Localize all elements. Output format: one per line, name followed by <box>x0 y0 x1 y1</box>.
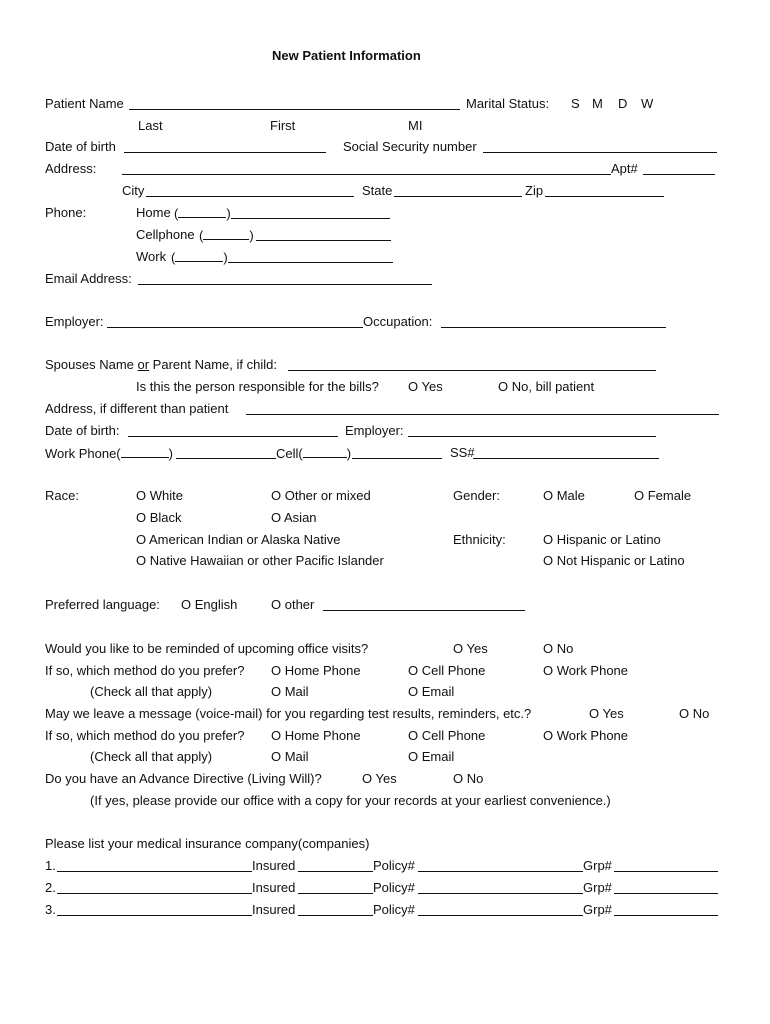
insured-field[interactable] <box>298 893 373 894</box>
grp-field[interactable] <box>614 893 718 894</box>
policy-label: Policy# <box>373 880 415 895</box>
insurance-row-number: 2. <box>45 880 56 895</box>
advance-directive-no-option[interactable]: O No <box>453 771 484 786</box>
race-label: Race: <box>45 488 79 503</box>
apt-label: Apt# <box>611 161 638 176</box>
home-phone-area-code[interactable]: ( ) <box>174 206 231 221</box>
grp-label: Grp# <box>583 880 612 895</box>
reminder-yes-option[interactable]: O Yes <box>453 641 488 656</box>
responsible-question: Is this the person responsible for the bills? <box>136 379 379 394</box>
advance-directive-yes-option[interactable]: O Yes <box>362 771 397 786</box>
reminder-cell-phone-option[interactable]: O Cell Phone <box>408 663 486 678</box>
spouse-parent-label: Spouses Name or Parent Name, if child: <box>45 357 277 372</box>
insurance-company-field[interactable] <box>57 893 252 894</box>
gender-female-option[interactable]: O Female <box>634 488 692 503</box>
policy-field[interactable] <box>418 893 583 894</box>
spouse-employer-field[interactable] <box>408 436 656 437</box>
reminder-question: Would you like to be reminded of upcoming office visits? <box>45 641 369 656</box>
gender-male-option[interactable]: O Male <box>543 488 585 503</box>
insurance-row-number: 1. <box>45 858 56 873</box>
voicemail-method-question: If so, which method do you prefer? <box>45 728 245 743</box>
voicemail-mail-option[interactable]: O Mail <box>271 749 309 764</box>
ethnicity-hispanic-option[interactable]: O Hispanic or Latino <box>543 532 661 547</box>
marital-status-label: Marital Status: <box>466 96 550 111</box>
insurance-company-field[interactable] <box>57 871 252 872</box>
insurance-row-number: 3. <box>45 902 56 917</box>
advance-directive-note: (If yes, please provide our office with a copy for your records at your earliest convenience.) <box>90 793 611 808</box>
city-field[interactable] <box>146 196 354 197</box>
cellphone-area-code[interactable]: ( ) <box>199 228 254 243</box>
patient-name-field[interactable] <box>129 109 460 110</box>
insured-label: Insured <box>252 880 296 895</box>
responsible-no-option[interactable]: O No, bill patient <box>498 379 595 394</box>
spouse-employer-label: Employer: <box>345 423 404 438</box>
language-label: Preferred language: <box>45 597 160 612</box>
apt-field[interactable] <box>643 174 715 175</box>
marital-option-m[interactable]: M <box>592 96 603 111</box>
spouse-address-field[interactable] <box>246 414 719 415</box>
race-aian-option[interactable]: O American Indian or Alaska Native <box>136 532 341 547</box>
language-other-option[interactable]: O other <box>271 597 315 612</box>
insured-field[interactable] <box>298 915 373 916</box>
voicemail-yes-option[interactable]: O Yes <box>589 706 624 721</box>
race-white-option[interactable]: O White <box>136 488 183 503</box>
ethnicity-label: Ethnicity: <box>453 532 506 547</box>
advance-directive-question: Do you have an Advance Directive (Living Will)? <box>45 771 322 786</box>
work-phone-label: Work <box>136 249 167 264</box>
page-title: New Patient Information <box>272 48 421 63</box>
spouse-work-phone-label: Work Phone( ) <box>45 446 173 461</box>
policy-label: Policy# <box>373 858 415 873</box>
cellphone-field[interactable] <box>256 240 391 241</box>
zip-label: Zip <box>525 183 544 198</box>
dob-label: Date of birth <box>45 139 116 154</box>
spouse-dob-label: Date of birth: <box>45 423 120 438</box>
work-phone-area-code[interactable]: ( ) <box>171 250 228 265</box>
reminder-check-all-note: (Check all that apply) <box>90 684 213 699</box>
last-name-caption: Last <box>138 118 163 133</box>
language-other-field[interactable] <box>323 610 525 611</box>
ssn-label: Social Security number <box>343 139 477 154</box>
insured-field[interactable] <box>298 871 373 872</box>
cellphone-label: Cellphone <box>136 227 195 242</box>
spouse-ss-field[interactable] <box>473 458 659 459</box>
occupation-field[interactable] <box>441 327 666 328</box>
reminder-email-option[interactable]: O Email <box>408 684 455 699</box>
spouse-dob-field[interactable] <box>128 436 338 437</box>
voicemail-cell-phone-option[interactable]: O Cell Phone <box>408 728 486 743</box>
email-label: Email Address: <box>45 271 132 286</box>
insured-label: Insured <box>252 902 296 917</box>
policy-field[interactable] <box>418 915 583 916</box>
reminder-home-phone-option[interactable]: O Home Phone <box>271 663 361 678</box>
marital-option-d[interactable]: D <box>618 96 628 111</box>
employer-field[interactable] <box>107 327 363 328</box>
first-name-caption: First <box>270 118 296 133</box>
city-label: City <box>122 183 145 198</box>
marital-option-w[interactable]: W <box>641 96 654 111</box>
grp-label: Grp# <box>583 902 612 917</box>
reminder-work-phone-option[interactable]: O Work Phone <box>543 663 629 678</box>
ethnicity-not-hispanic-option[interactable]: O Not Hispanic or Latino <box>543 553 685 568</box>
middle-initial-caption: MI <box>408 118 423 133</box>
occupation-label: Occupation: <box>363 314 433 329</box>
reminder-no-option[interactable]: O No <box>543 641 574 656</box>
insurance-heading: Please list your medical insurance company(companies) <box>45 836 370 851</box>
dob-field[interactable] <box>124 152 326 153</box>
race-nhpi-option[interactable]: O Native Hawaiian or other Pacific Islander <box>136 553 384 568</box>
address-label: Address: <box>45 161 97 176</box>
insured-label: Insured <box>252 858 296 873</box>
spouse-work-phone-field[interactable] <box>176 458 276 459</box>
gender-label: Gender: <box>453 488 500 503</box>
voicemail-email-option[interactable]: O Email <box>408 749 455 764</box>
race-asian-option[interactable]: O Asian <box>271 510 317 525</box>
grp-label: Grp# <box>583 858 612 873</box>
marital-option-s[interactable]: S <box>571 96 580 111</box>
zip-field[interactable] <box>545 196 664 197</box>
spouse-ss-label: SS# <box>450 445 475 460</box>
grp-field[interactable] <box>614 915 718 916</box>
spouse-cell-label: Cell( ) <box>276 446 352 461</box>
voicemail-check-all-note: (Check all that apply) <box>90 749 213 764</box>
email-field[interactable] <box>138 284 432 285</box>
spouse-cell-field[interactable] <box>352 458 442 459</box>
policy-label: Policy# <box>373 902 415 917</box>
address-field[interactable] <box>122 174 611 175</box>
voicemail-home-phone-option[interactable]: O Home Phone <box>271 728 361 743</box>
insurance-company-field[interactable] <box>57 915 252 916</box>
race-other-option[interactable]: O Other or mixed <box>271 488 371 503</box>
home-phone-field[interactable] <box>231 218 390 219</box>
language-english-option[interactable]: O English <box>181 597 238 612</box>
phone-label: Phone: <box>45 205 87 220</box>
race-black-option[interactable]: O Black <box>136 510 182 525</box>
reminder-mail-option[interactable]: O Mail <box>271 684 309 699</box>
voicemail-work-phone-option[interactable]: O Work Phone <box>543 728 629 743</box>
grp-field[interactable] <box>614 871 718 872</box>
spouse-parent-field[interactable] <box>288 370 656 371</box>
home-phone-label: Home <box>136 205 171 220</box>
patient-name-label: Patient Name <box>45 96 124 111</box>
ssn-field[interactable] <box>483 152 717 153</box>
spouse-address-label: Address, if different than patient <box>45 401 229 416</box>
state-label: State <box>362 183 393 198</box>
voicemail-question: May we leave a message (voice-mail) for you regarding test results, reminders, etc.? <box>45 706 532 721</box>
responsible-yes-option[interactable]: O Yes <box>408 379 443 394</box>
state-field[interactable] <box>394 196 522 197</box>
work-phone-field[interactable] <box>228 262 393 263</box>
employer-label: Employer: <box>45 314 104 329</box>
reminder-method-question: If so, which method do you prefer? <box>45 663 245 678</box>
policy-field[interactable] <box>418 871 583 872</box>
voicemail-no-option[interactable]: O No <box>679 706 710 721</box>
